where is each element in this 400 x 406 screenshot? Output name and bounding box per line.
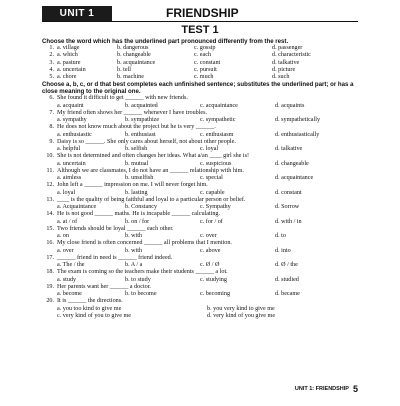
question-item — [42, 182, 358, 197]
option-c: c. enthusiasm — [200, 131, 234, 138]
question-stem-row — [42, 269, 358, 276]
option-a: a. Acquaintance — [57, 204, 97, 210]
option-d: d. into — [275, 247, 291, 254]
option-c: c. capable — [200, 189, 225, 196]
option-b: b. to become — [125, 291, 157, 297]
option-a: a. chore — [57, 74, 77, 80]
question-stem-row — [42, 110, 358, 117]
section2-instruction: Choose a, b, c, or d that best completes each unfinished sentence; substitutes the underlined part; or has a close meaning to the original one. — [42, 81, 354, 96]
question-stem: She is not determined and often changes her ideas. What a/an ____ girl she is! — [57, 153, 250, 160]
question-item — [42, 284, 358, 299]
footer-label: UNIT 1: FRIENDSHIP — [294, 386, 349, 392]
option-d: d. such — [272, 74, 290, 80]
test-title: TEST 1 — [181, 24, 219, 36]
options-row — [42, 277, 358, 284]
question-number: 20. — [46, 298, 54, 305]
option-a: a. aimless — [57, 175, 82, 181]
question-stem-row — [42, 182, 358, 189]
option-b: b. acquaintance — [117, 59, 156, 66]
question-number: 12. — [46, 182, 54, 189]
unit-badge: UNIT 1 — [42, 6, 112, 21]
question-stem-row — [42, 153, 358, 160]
question-number: 3. — [49, 59, 54, 66]
question-row — [42, 45, 358, 52]
option-b: b. A / a — [125, 262, 143, 268]
option-b: b. with — [125, 233, 143, 239]
option-d: d. to — [275, 233, 286, 239]
options-row — [42, 219, 358, 226]
workbook-page — [42, 6, 358, 394]
option-c: c. special — [200, 175, 223, 181]
options-row — [42, 291, 358, 298]
option-b: b. unselfish — [125, 175, 154, 181]
option-b: b. dangerous — [117, 45, 149, 51]
option-d: d. constant — [275, 189, 302, 196]
question-stem: My close friend is often concerned ______ all problems that I mention. — [57, 240, 232, 247]
question-stem: He is not good ______ maths. He is incapable ______ calculating. — [57, 211, 221, 218]
question-stem-row — [42, 124, 358, 131]
option-d: d. with / in — [275, 218, 302, 225]
option-d: d. characteristic — [272, 52, 311, 59]
option-a: a. become — [57, 291, 82, 297]
option-b: b. on / for — [125, 218, 150, 225]
question-number: 11. — [46, 167, 54, 174]
question-number: 13. — [46, 196, 54, 203]
option-d: d. talkative — [272, 59, 300, 66]
option-c: c. for / of — [200, 218, 223, 225]
question-stem: He does not know much about the project but he is very ______. — [57, 124, 216, 131]
question-item — [42, 226, 358, 241]
option-c: c. constant — [194, 59, 221, 66]
option-a: a. enthusiastic — [57, 131, 92, 138]
option-d: d. became — [275, 291, 300, 297]
option-b: b. Constancy — [125, 204, 158, 210]
question-number: 9. — [49, 138, 54, 145]
options-row — [42, 117, 358, 124]
option-a: a. uncertain — [57, 66, 86, 73]
question-item — [42, 139, 358, 154]
question-item — [42, 269, 358, 284]
question-item — [42, 255, 358, 270]
option-a: a. you too kind to give me — [57, 305, 122, 312]
question-stem: She found it difficult to get ______ with new friends. — [57, 95, 188, 102]
option-a: a. The / the — [57, 262, 85, 268]
option-b: b. selfish — [125, 146, 148, 152]
option-c: c. becoming — [200, 291, 231, 297]
option-d: d. Ø / the — [275, 262, 298, 268]
option-a: a. pasture — [57, 59, 81, 66]
option-c: c. over — [200, 233, 217, 239]
option-c: c. Sympathy — [200, 204, 231, 210]
question-stem: It is ______ the directions. — [57, 298, 123, 305]
question-number: 17. — [46, 254, 54, 261]
option-d: d. Sorrow — [275, 204, 300, 210]
option-c: c. acquaintance — [200, 102, 238, 109]
option-d: d. studied — [275, 276, 299, 283]
options-row — [42, 248, 358, 255]
question-row — [42, 67, 358, 74]
question-row — [42, 52, 358, 59]
option-c: c. sympathetic — [200, 117, 236, 123]
option-c: c. suspicious — [200, 160, 232, 167]
options-row — [42, 161, 358, 168]
option-b: b. lasting — [125, 189, 148, 196]
question-number: 1. — [49, 45, 54, 51]
question-number: 14. — [46, 211, 54, 218]
option-c: c. Ø / Ø — [200, 262, 220, 268]
section1-list — [42, 45, 358, 81]
question-number: 18. — [46, 269, 54, 276]
question-stem: Daisy is so ______. She only cares about herself, not about other people. — [57, 138, 236, 145]
question-stem: ______ friend in need is ______ friend indeed. — [57, 254, 173, 261]
question-stem-row — [42, 211, 358, 218]
option-a: a. helpful — [57, 146, 81, 152]
question-stem-row — [42, 284, 358, 291]
question-stem: John left a ______ impression on me. I will never forget him. — [57, 182, 208, 189]
question-stem: My friend often shows her ______ whenever I have troubles. — [57, 109, 208, 116]
question-number: 16. — [46, 240, 54, 247]
page-header — [42, 6, 358, 32]
option-b: b. changeable — [117, 52, 151, 59]
option-d: d. picture — [272, 66, 296, 73]
question-item — [42, 153, 358, 168]
question-number: 4. — [49, 66, 54, 73]
option-a: a. sympathy — [57, 117, 87, 123]
page-number: 5 — [352, 384, 358, 394]
question-item — [42, 240, 358, 255]
question-number: 8. — [49, 124, 54, 131]
option-b: b. acquainted — [125, 102, 158, 109]
question-stem-row — [42, 226, 358, 233]
option-d: d. passenger — [272, 45, 303, 51]
option-d: d. changeable — [275, 160, 309, 167]
question-stem: Although we are classmates, I do not have an ______ relationship with him. — [57, 167, 244, 174]
question-item — [42, 110, 358, 125]
question-stem-row — [42, 95, 358, 102]
options-row — [42, 190, 358, 197]
question-stem-row — [42, 255, 358, 262]
option-b: b. to study — [125, 276, 151, 283]
option-b: b. enthusiast — [125, 131, 156, 138]
option-d: d. acquaintance — [275, 175, 314, 181]
option-b: b. with — [125, 247, 143, 254]
options-row — [42, 204, 358, 211]
option-a: a. village — [57, 45, 80, 51]
options-row — [42, 262, 358, 269]
option-a: a. acquaint — [57, 102, 84, 109]
option-b: b. you very kind to give me — [207, 305, 275, 312]
option-c: c. each — [194, 52, 212, 59]
option-b: b. mutual — [125, 160, 149, 167]
question-item — [42, 124, 358, 139]
option-d: d. acquaints — [275, 102, 305, 109]
option-d: d. sympathetically — [275, 117, 321, 123]
question-number: 6. — [49, 95, 54, 102]
question-stem: The exam is coming so the teachers make their students ______ a lot. — [57, 269, 228, 276]
question-stem-row — [42, 168, 358, 175]
option-c: c. studying — [200, 276, 227, 283]
question-stem: ____ is the quality of being faithful and loyal to a particular person or belief. — [57, 196, 246, 203]
option-a: a. uncertain — [57, 160, 86, 167]
options-row — [42, 103, 358, 110]
option-d: d. talkative — [275, 146, 303, 152]
section1-instruction: Choose the word which has the underlined part pronounced differently from the rest. — [42, 38, 289, 45]
page-footer — [295, 385, 358, 394]
question-20 — [42, 298, 358, 320]
option-b: b. sympathize — [125, 117, 160, 123]
option-b: b. machine — [117, 74, 144, 80]
question-item — [42, 197, 358, 212]
section2-list — [42, 95, 358, 298]
option-c: c. loyal — [200, 146, 219, 152]
question-item — [42, 95, 358, 110]
question-number: 19. — [46, 283, 54, 290]
question-number: 7. — [49, 109, 54, 116]
option-a: a. study — [57, 276, 77, 283]
question-number: 10. — [46, 153, 54, 160]
question-item — [42, 211, 358, 226]
question-stem-row — [42, 139, 358, 146]
option-c: c. pursuit — [194, 66, 217, 73]
option-c: c. very kind of you to give me — [57, 312, 132, 319]
option-a: a. on — [57, 233, 69, 239]
option-c: c. gossip — [194, 45, 216, 51]
question-item — [42, 168, 358, 183]
option-c: c. above — [200, 247, 221, 254]
header-rule — [42, 21, 358, 22]
option-a: a. which — [57, 52, 78, 59]
option-d: d. enthusiastically — [275, 131, 320, 138]
option-a: a. at / of — [57, 218, 78, 225]
question-number: 15. — [46, 225, 54, 232]
option-c: c. much — [194, 74, 214, 80]
unit-title: FRIENDSHIP — [166, 6, 239, 20]
question-row — [42, 74, 358, 81]
question-row — [42, 60, 358, 67]
question-stem: Her parents want her ______ a doctor. — [57, 283, 151, 290]
option-a: a. loyal — [57, 189, 76, 196]
option-b: b. tell — [117, 66, 131, 73]
question-stem-row — [42, 240, 358, 247]
question-number: 5. — [49, 74, 54, 80]
option-d: d. very kind of you give me — [207, 312, 276, 319]
options-row — [42, 132, 358, 139]
question-stem-row — [42, 197, 358, 204]
question-stem: Two friends should be loyal ______ each other. — [57, 225, 174, 232]
question-number: 2. — [49, 52, 54, 59]
option-a: a. over — [57, 247, 74, 254]
